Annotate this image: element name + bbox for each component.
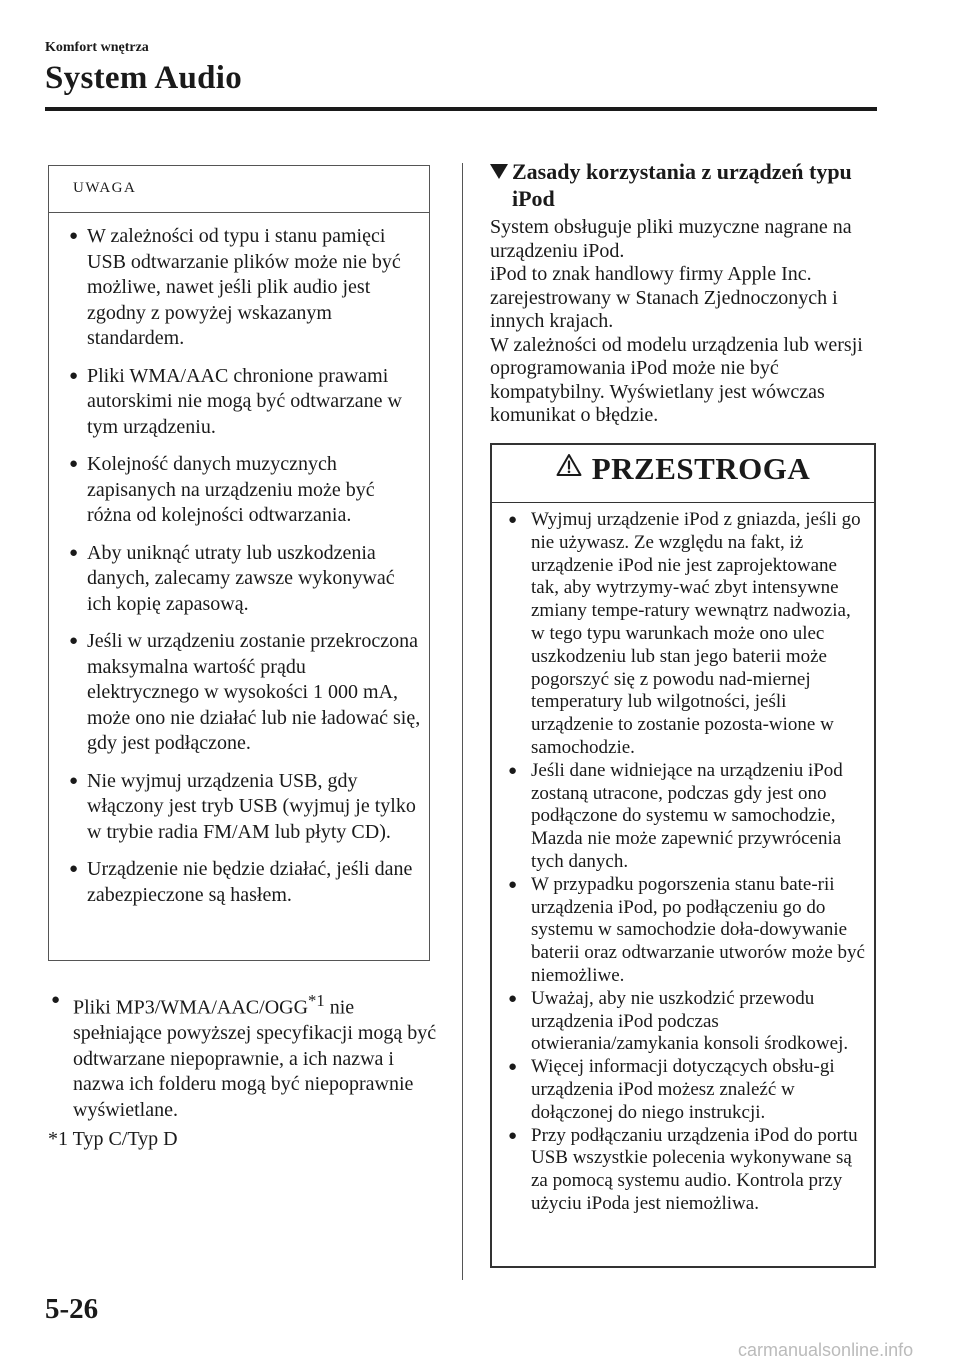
warning-icon <box>556 453 582 477</box>
note-divider <box>49 212 429 213</box>
list-item: ● Jeśli w urządzeniu zostanie przekroczona maksymalna wartość prądu elektrycznego w wysokości 1 000 mA, może ono nie działać lub nie ładować się, gdy jest podłączone. <box>69 630 421 754</box>
paragraph: iPod to znak handlowy firmy Apple Inc. zarejestrowany w Stanach Zjednoczonych i innych krajach. <box>490 263 838 332</box>
section-body <box>490 216 880 428</box>
list-item: ● W zależności od typu i stanu pamięci USB odtwarzanie plików może nie być możliwe, nawet jeśli plik audio jest zgodny z powyżej wskazanym standardem. <box>69 225 401 349</box>
page-number: 5-26 <box>45 1293 99 1325</box>
page-title: System Audio <box>45 60 243 96</box>
paragraph: W zależności od modelu urządzenia lub wersji oprogramowania iPod może nie być kompatybilny. Wyświetlany jest wówczas komunikat o błędzie. <box>490 333 863 426</box>
bullet-icon: ● <box>508 762 518 779</box>
list-item: ● Nie wyjmuj urządzenia USB, gdy włączony jest tryb USB (wyjmuj je tylko w trybie radia FM/AM lub płyty CD). <box>69 769 416 843</box>
bullet-icon: ● <box>69 544 79 561</box>
bullet-icon: ● <box>51 992 61 1008</box>
list-item: ● Aby uniknąć utraty lub uszkodzenia danych, zalecamy zawsze wykonywać ich kopię zapasową. <box>69 541 395 615</box>
bullet-icon: ● <box>508 990 518 1007</box>
note-box <box>48 165 430 961</box>
left-bullet-list <box>48 988 443 1123</box>
section-header: Komfort wnętrza <box>45 40 149 55</box>
bullet-icon: ● <box>508 1059 518 1076</box>
bullet-icon: ● <box>69 456 79 472</box>
footnote: *1 Typ C/Typ D <box>48 1128 178 1150</box>
caution-title: PRZESTROGA <box>591 451 811 486</box>
header-divider <box>45 107 877 111</box>
list-item: ● Pliki WMA/AAC chronione prawami autorskimi nie mogą być odtwarzane w tym urządzeniu. <box>69 364 402 438</box>
list-item: ● Kolejność danych muzycznych zapisanych na urządzeniu może być różna od kolejności odtwarzania. <box>69 453 375 526</box>
list-item: ● Pliki MP3/WMA/AAC/OGG$^{*1}$ nie spełniające powyższej specyfikacji mogą być odtwarzane niepoprawnie, a ich nazwa i nazwa ich folderu mogą być niepoprawnie wyświetlane. <box>48 988 443 1123</box>
list-item: ● W przypadku pogorszenia stanu bate-rii urządzenia iPod, po podłączeniu go do systemu w samochodzie doła-dowywanie baterii oraz odtwarzanie utworów może być niemożliwe. <box>508 873 865 986</box>
bullet-icon: ● <box>508 512 518 528</box>
caution-header <box>492 451 874 501</box>
triangle-down-icon <box>490 164 508 179</box>
bullet-icon: ● <box>69 861 79 877</box>
paragraph: System obsługuje pliki muzyczne nagrane na urządzeniu iPod. <box>490 216 852 262</box>
bullet-icon: ● <box>508 876 518 893</box>
list-item: ● Jeśli dane widniejące na urządzeniu iPod zostaną utracone, podczas gdy jest ono podłączone do systemu w samochodzie, Mazda nie może zapewnić przywrócenia tych danych. <box>508 759 843 872</box>
list-item: ● Uważaj, aby nie uszkodzić przewodu urządzenia iPod podczas otwierania/zamykania konsoli środkowej. <box>508 987 849 1055</box>
note-title: UWAGA <box>73 180 137 196</box>
caution-list <box>504 509 866 1216</box>
list-item: ● Więcej informacji dotyczących obsłu-gi urządzenia iPod możesz znaleźć w dołączonej do niego instrukcji. <box>508 1056 835 1123</box>
section-title: Zasady korzystania z urządzeń typu iPod <box>490 158 880 212</box>
list-item: ● Wyjmuj urządzenie iPod z gniazda, jeśli go nie używasz. Ze względu na fakt, iż urządzenie iPod nie jest zaprojektowane tak, aby wytrzymy-wać zbyt intensywne zmiany tempe-ratury wewnątrz nadwozia, w tego typu warunkach może ono ulec uszkodzeniu lub stan jego baterii może pogorszyć się z powodu nad-miernej temperatury lub wilgotności, jeśli urządzenie to zostanie pozosta-wione w samochodzie. <box>508 509 861 758</box>
column-divider <box>462 163 463 1280</box>
bullet-icon: ● <box>69 367 79 384</box>
bullet-icon: ● <box>69 772 79 789</box>
list-item: ● Urządzenie nie będzie działać, jeśli dane zabezpieczone są hasłem. <box>69 858 413 906</box>
list-item: ● Przy podłączaniu urządzenia iPod do portu USB wszystkie polecenia wykonywane są za pomocą systemu audio. Kontrola przy użyciu iPoda jest niemożliwa. <box>508 1124 858 1214</box>
caution-divider <box>492 502 874 503</box>
bullet-icon: ● <box>69 633 79 649</box>
bullet-icon: ● <box>69 228 79 244</box>
watermark: carmanualsonline.info <box>738 1340 914 1360</box>
footnote-ref: *1 <box>308 991 325 1010</box>
note-list <box>59 224 421 920</box>
bullet-icon: ● <box>508 1127 518 1144</box>
caution-box <box>490 443 876 1268</box>
